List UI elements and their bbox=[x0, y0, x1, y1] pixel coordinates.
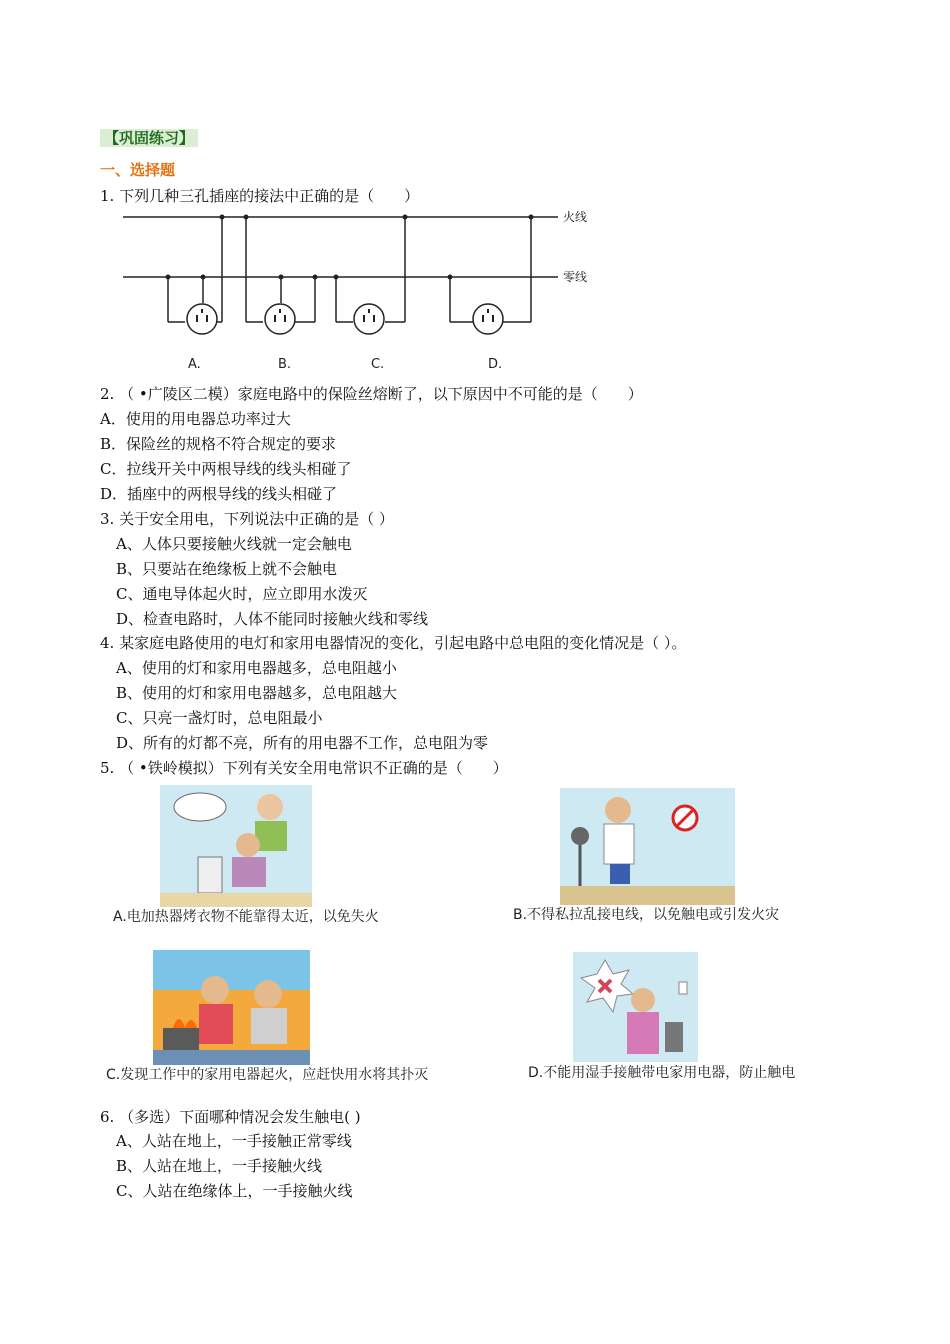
question-6-option-b: B、人站在地上，一手接触火线 bbox=[116, 1157, 323, 1175]
caption-a: A.电加热器烤衣物不能靠得太近，以免失火 bbox=[113, 909, 379, 925]
question-2-option-a: A．使用的用电器总功率过大 bbox=[100, 410, 291, 428]
question-2-option-d: D．插座中的两根导线的线头相碰了 bbox=[100, 485, 338, 503]
question-4-option-a: A、使用的灯和家用电器越多，总电阻越小 bbox=[116, 659, 397, 677]
option-label-b: B. bbox=[278, 357, 292, 372]
question-6-option-a: A、人站在地上，一手接触正常零线 bbox=[116, 1132, 352, 1150]
question-3-option-d: D、检查电路时，人体不能同时接触火线和零线 bbox=[116, 610, 429, 628]
question-3-stem: 3. 关于安全用电，下列说法中正确的是（ ） bbox=[100, 510, 394, 528]
question-1-stem: 1. 下列几种三孔插座的接法中正确的是（ ） bbox=[100, 187, 420, 205]
question-2-option-b: B．保险丝的规格不符合规定的要求 bbox=[100, 435, 337, 453]
question-3-option-a: A、人体只要接触火线就一定会触电 bbox=[116, 535, 352, 553]
question-3-option-b: B、只要站在绝缘板上就不会触电 bbox=[116, 560, 338, 578]
question-4-option-d: D、所有的灯都不亮，所有的用电器不工作，总电阻为零 bbox=[116, 734, 489, 752]
option-label-d: D. bbox=[488, 357, 503, 372]
question-5-stem: 5. （ •铁岭模拟）下列有关安全用电常识不正确的是（ ） bbox=[100, 759, 508, 777]
question-6-stem: 6. （多选）下面哪种情况会发生触电( ) bbox=[100, 1108, 361, 1126]
option-label-c: C. bbox=[371, 357, 385, 372]
question-3-option-c: C、通电导体起火时，应立即用水泼灭 bbox=[116, 585, 368, 603]
live-wire-label: 火线 bbox=[563, 210, 588, 224]
section-title: 一、选择题 bbox=[100, 161, 176, 179]
question-4-option-b: B、使用的灯和家用电器越多，总电阻越大 bbox=[116, 684, 398, 702]
question-2-stem: 2. （ •广陵区二模）家庭电路中的保险丝熔断了，以下原因中不可能的是（ ） bbox=[100, 385, 643, 403]
illustration-illegal-wiring bbox=[560, 788, 735, 905]
question-2-option-c: C．拉线开关中两根导线的线头相碰了 bbox=[100, 460, 352, 478]
question-6-option-c: C、人站在绝缘体上，一手接触火线 bbox=[116, 1182, 353, 1200]
caption-c: C.发现工作中的家用电器起火，应赶快用水将其扑灭 bbox=[106, 1067, 429, 1083]
caption-d: D.不能用湿手接触带电家用电器，防止触电 bbox=[528, 1065, 796, 1081]
socket-wiring-diagram bbox=[118, 205, 608, 377]
illustration-appliance-fire bbox=[153, 950, 310, 1065]
option-label-a: A. bbox=[188, 357, 201, 372]
neutral-wire-label: 零线 bbox=[563, 270, 588, 284]
illustration-heater-drying-clothes bbox=[160, 785, 312, 907]
illustration-wet-hands-appliance bbox=[573, 952, 698, 1062]
section-badge: 【巩固练习】 bbox=[100, 128, 198, 148]
caption-b: B.不得私拉乱接电线，以免触电或引发火灾 bbox=[513, 907, 780, 923]
question-4-option-c: C、只亮一盏灯时，总电阻最小 bbox=[116, 709, 323, 727]
question-4-stem: 4. 某家庭电路使用的电灯和家用电器情况的变化，引起电路中总电阻的变化情况是（ ）。 bbox=[100, 634, 687, 652]
